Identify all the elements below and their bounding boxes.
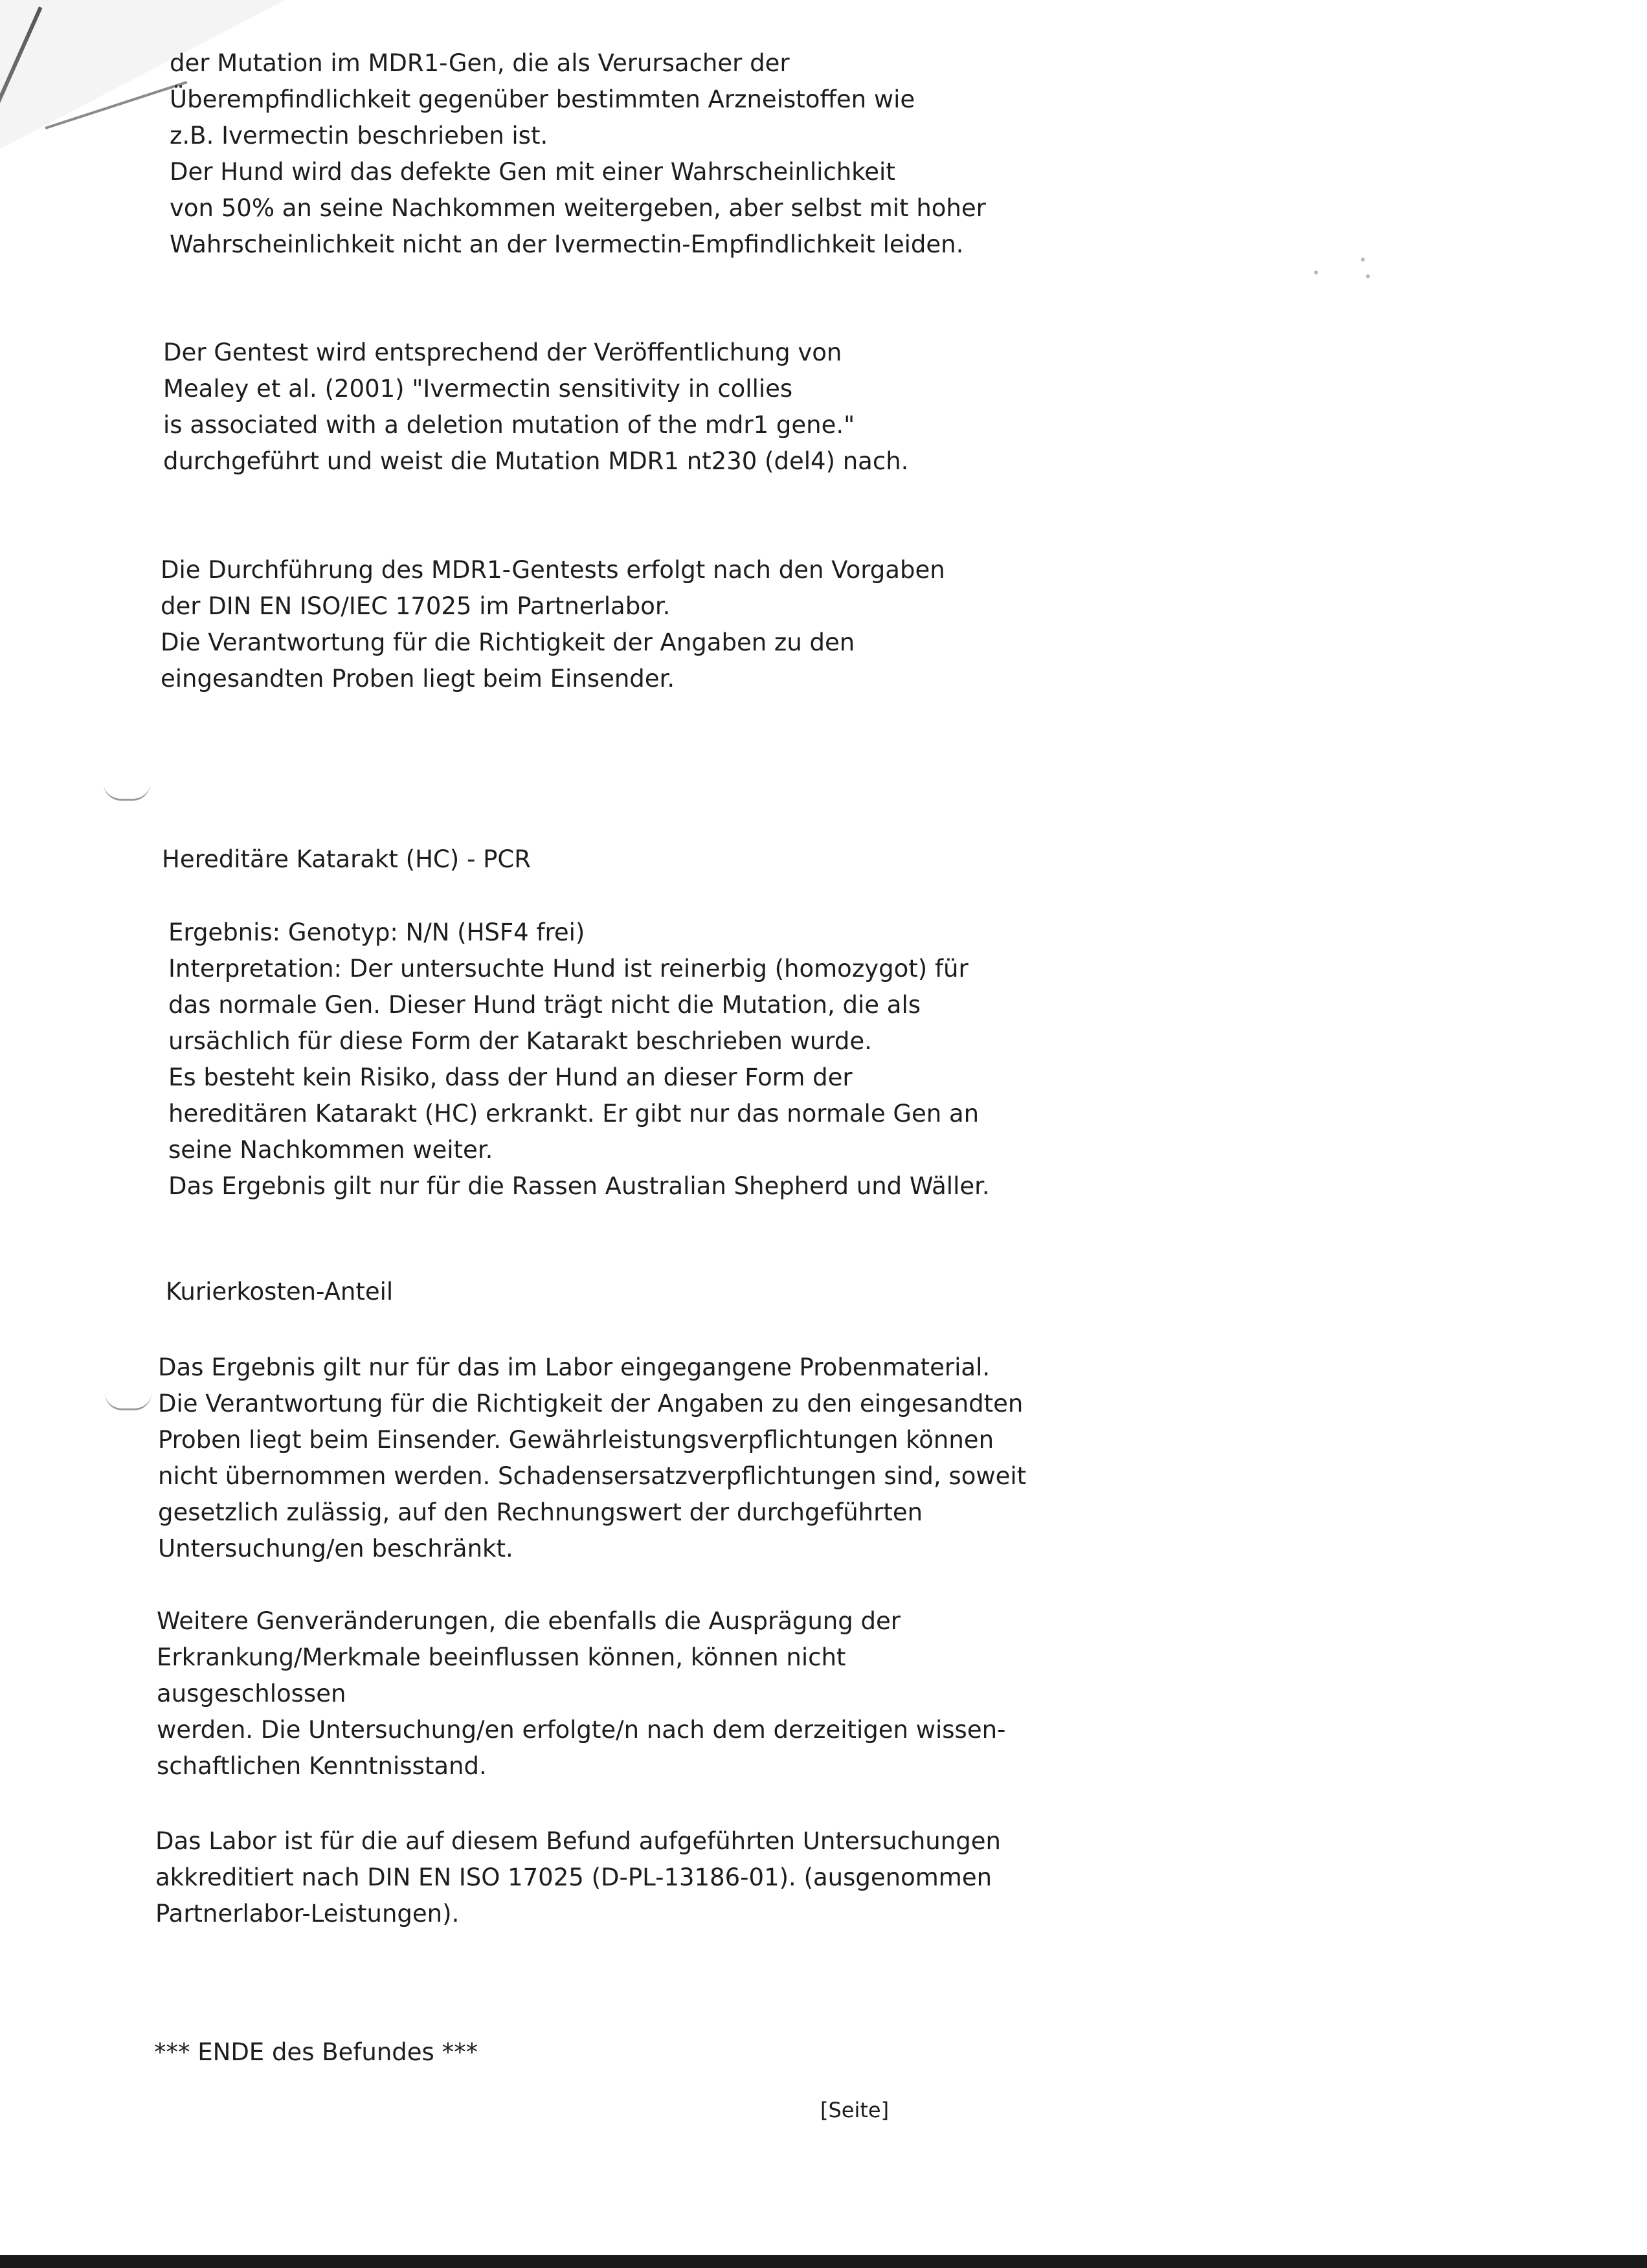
text-line: Die Verantwortung für die Richtigkeit der Angaben zu den [161,628,855,656]
text-line: der DIN EN ISO/IEC 17025 im Partnerlabor. [161,592,671,620]
text-line: Erkrankung/Merkmale beeinflussen können, können nicht [157,1643,846,1671]
text-line: ursächlich für diese Form der Katarakt beschrieben wurde. [168,1027,872,1055]
section-heading: Kurierkosten-Anteil [166,1278,394,1306]
text-line: Partnerlabor-Leistungen). [155,1900,460,1928]
further-changes-paragraph [157,1603,1005,1784]
section-heading: Hereditäre Katarakt (HC) - PCR [162,845,531,873]
end-of-report [154,2034,478,2071]
text-line: Ergebnis: Genotyp: N/N (HSF4 frei) [168,918,585,946]
text-line: schaftlichen Kenntnisstand. [157,1752,487,1780]
text-line: werden. Die Untersuchung/en erfolgte/n nach dem derzeitigen wissen- [157,1716,1006,1744]
mdr1-accreditation-paragraph [161,552,945,697]
text-line: eingesandten Proben liegt beim Einsender. [161,665,675,693]
text-line: hereditären Katarakt (HC) erkrankt. Er gibt nur das normale Gen an [168,1100,980,1128]
text-line: das normale Gen. Dieser Hund trägt nicht die Mutation, die als [168,991,921,1019]
punch-hole-mark [104,783,150,801]
text-line: Die Verantwortung für die Richtigkeit der Angaben zu den eingesandten [158,1390,1024,1418]
scan-bottom-edge [0,2255,1647,2268]
text-line: Das Labor ist für die auf diesem Befund aufgeführten Untersuchungen [155,1827,1001,1855]
hc-section-title [162,841,531,878]
courier-cost-line [166,1274,393,1310]
page-label: [Seite] [820,2098,890,2122]
disclaimer-paragraph [158,1350,1026,1567]
text-line: Interpretation: Der untersuchte Hund ist reinerbig (homozygot) für [168,955,969,983]
text-line: nicht übernommen werden. Schadensersatzverpflichtungen sind, soweit [158,1462,1027,1490]
text-line: der Mutation im MDR1-Gen, die als Verursacher der [170,49,790,77]
text-line: gesetzlich zulässig, auf den Rechnungswert der durchgeführten [158,1498,923,1526]
punch-hole-mark [105,1393,151,1410]
end-marker: *** ENDE des Befundes *** [154,2038,478,2066]
text-line: akkreditiert nach DIN EN ISO 17025 (D-PL-13186-01). (ausgenommen [155,1863,992,1891]
text-line: Der Gentest wird entsprechend der Veröffentlichung von [163,339,842,366]
scan-speck [1366,274,1370,278]
mdr1-method-paragraph [163,335,908,480]
text-line: Weitere Genveränderungen, die ebenfalls die Ausprägung der [157,1607,901,1635]
text-line: Das Ergebnis gilt nur für die Rassen Australian Shepherd und Wäller. [168,1172,990,1200]
text-line: durchgeführt und weist die Mutation MDR1 nt230 (del4) nach. [163,447,909,475]
text-line: z.B. Ivermectin beschrieben ist. [170,122,548,150]
mdr1-intro-paragraph [170,45,986,263]
text-line: Untersuchung/en beschränkt. [158,1535,513,1562]
text-line: Das Ergebnis gilt nur für das im Labor eingegangene Probenmaterial. [158,1353,991,1381]
hc-result-paragraph [168,915,990,1205]
text-line: Der Hund wird das defekte Gen mit einer Wahrscheinlichkeit [170,158,895,186]
page-footer [820,2092,889,2128]
text-line: Die Durchführung des MDR1-Gentests erfolgt nach den Vorgaben [161,556,945,584]
text-line: Überempfindlichkeit gegenüber bestimmten Arzneistoffen wie [170,85,915,113]
text-line: is associated with a deletion mutation of the mdr1 gene." [163,411,855,439]
scan-speck [1314,271,1318,274]
text-line: seine Nachkommen weiter. [168,1136,493,1164]
lab-accreditation-paragraph [155,1823,1001,1932]
text-line: von 50% an seine Nachkommen weitergeben, aber selbst mit hoher [170,194,986,222]
text-line: Es besteht kein Risiko, dass der Hund an dieser Form der [168,1063,853,1091]
text-line: Mealey et al. (2001) "Ivermectin sensitivity in collies [163,375,793,403]
text-line: ausgeschlossen [157,1680,346,1707]
text-line: Proben liegt beim Einsender. Gewährleistungsverpflichtungen können [158,1426,994,1454]
scan-speck [1361,258,1365,261]
text-line: Wahrscheinlichkeit nicht an der Ivermectin-Empfindlichkeit leiden. [170,230,964,258]
